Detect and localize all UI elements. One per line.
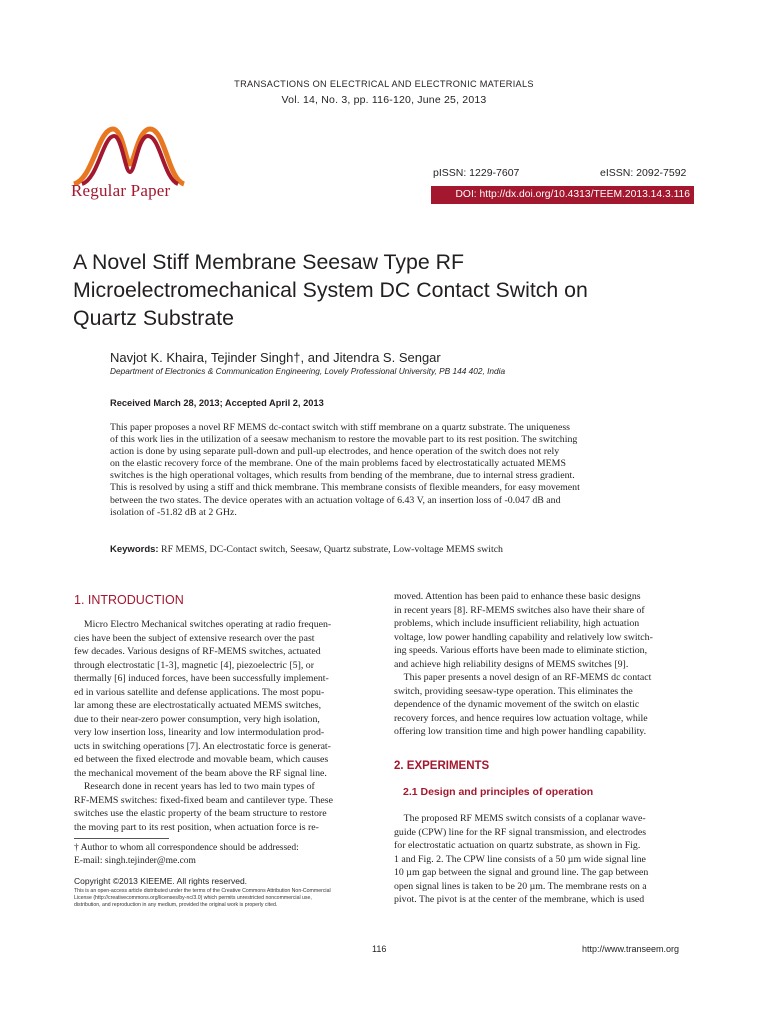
abstract-line: on the elastic recovery force of the membrane. One of the main problems faced by electrostatically actuated MEMS [110,458,566,470]
abstract-line: action is done by using separate pull-down and pull-up electrodes, and hence operation of the switch does not rely [110,446,560,458]
text-line: RF-MEMS switches: fixed-fixed beam and cantilever type. These [74,794,333,806]
journal-name: TRANSACTIONS ON ELECTRICAL AND ELECTRONIC MATERIALS [234,79,534,89]
abstract-line: of this work lies in the utilization of a seesaw mechanism to restore the movable part to its rest position. The switching [110,434,578,446]
authors: Navjot K. Khaira, Tejinder Singh†, and Jitendra S. Sengar [110,350,441,365]
text-line: switches use the elastic property of the beam structure to restore [74,808,327,819]
text-line: ing speeds. Various efforts have been made to eliminate stiction, [394,645,648,656]
title-line: A Novel Stiff Membrane Seesaw Type RF [73,250,465,274]
page-number: 116 [372,944,387,954]
text-line: the moving part to its rest position, when actuation force is re- [74,821,319,833]
text-line: very low insertion loss, linearity and low intermodulation prod- [74,727,325,738]
intro-text [74,618,372,834]
eissn: eISSN: 2092-7592 [600,167,687,179]
license-line: License (http://creativecommons.org/licenses/by-nc/3.0) which permits unrestricted noncommercial use, [74,895,312,901]
text-line: thermally [6] induced forces, have been successfully implement- [74,673,329,684]
text-line: few decades. Various designs of RF-MEMS switches, actuated [74,646,321,657]
text-line: moved. Attention has been paid to enhance these basic designs [394,591,641,602]
text-line: 1 and Fig. 2. The CPW line consists of a 50 µm wide signal line [394,853,646,865]
subsection-heading-design: 2.1 Design and principles of operation [403,786,594,798]
intro-text-continued [394,590,692,739]
affiliation: Department of Electronics & Communication Engineering, Lovely Professional University, PB 144 402, India [110,366,506,376]
text-line: This paper presents a novel design of an RF-MEMS dc contact [394,672,652,683]
pissn: pISSN: 1229-7607 [433,167,520,179]
text-line: due to their near-zero power consumption, very high isolation, [74,713,320,725]
text-line: in recent years [8]. RF-MEMS switches also have their share of [394,604,645,616]
text-line: Micro Electro Mechanical switches operating at radio frequen- [74,619,332,630]
text-line: ed in various satellite and defense applications. The most popu- [74,686,325,698]
text-line: recovery forces, and hence requires low actuation voltage, while [394,712,648,724]
keywords-label: Keywords: [110,544,159,555]
text-line: offering low transition time and high power handling capability. [394,726,647,737]
logo-text: Regular Paper [71,181,171,200]
text-line: open signal lines is taken to be 20 µm. The membrane rests on a [394,880,647,892]
keywords-list: RF MEMS, DC-Contact switch, Seesaw, Quartz substrate, Low-voltage MEMS switch [158,544,503,555]
text-line: switch, providing seesaw-type operation. This eliminates the [394,685,633,697]
title-line: Microelectromechanical System DC Contact Switch on [73,278,588,302]
text-line: lar among these are electrostatically actuated MEMS switches, [74,700,322,711]
license-line: This is an open-access article distributed under the terms of the Creative Commons Attribution Non-Commercial [74,888,331,894]
text-line: Research done in recent years has led to two main types of [74,781,315,792]
doi-link[interactable]: DOI: http://dx.doi.org/10.4313/TEEM.2013.14.3.116 [431,186,694,204]
abstract-line: This paper proposes a novel RF MEMS dc-contact switch with stiff membrane on a quartz substrate. The uniqueness [110,422,571,433]
footnote-email: E-mail: singh.tejinder@me.com [74,856,196,866]
section-heading-experiments: 2. EXPERIMENTS [394,760,490,772]
license-text [74,888,374,909]
text-line: for electrostatic actuation on quartz substrate, as shown in Fig. [394,840,641,851]
footnote-author: † Author to whom all correspondence should be addressed: [74,843,299,853]
abstract-line: between the two states. The device operates with an actuation voltage of 6.43 V, an insertion loss of -0.047 dB and [110,494,561,506]
abstract-line: switches is the high operational voltages, which results from bending of the membrane, due to internal stress gradient. [110,470,575,482]
keywords [110,544,503,555]
website-link[interactable]: http://www.transeem.org [582,944,680,954]
volume-info: Vol. 14, No. 3, pp. 116-120, June 25, 2013 [281,94,487,106]
text-line: voltage, low power handling capability and relatively low switch- [394,631,653,643]
paper-title [73,248,713,332]
title-line: Quartz Substrate [73,306,234,330]
text-line: ed between the fixed electrode and movable beam, which causes [74,754,329,765]
text-line: and achieve high reliability designs of MEMS switches [9]. [394,658,629,670]
copyright: Copyright ©2013 KIEEME. All rights reserved. [74,876,248,886]
section-heading-introduction: 1. INTRODUCTION [74,593,184,607]
text-line: dependence of the dynamic movement of the switch on elastic [394,699,640,710]
abstract-line: isolation of -51.82 dB at 2 GHz. [110,506,237,518]
abstract [110,422,662,519]
abstract-line: This is resolved by using a stiff and thick membrane. This membrane consists of flexible meanders, for easy movement [110,482,580,494]
license-line: distribution, and reproduction in any medium, provided the original work is properly cited. [74,902,278,908]
text-line: The proposed RF MEMS switch consists of a coplanar wave- [394,813,646,824]
text-line: pivot. The pivot is at the center of the membrane, which is used [394,894,645,905]
text-line: the mechanical movement of the beam above the RF signal line. [74,767,327,779]
text-line: problems, which include insufficient reliability, high actuation [394,618,640,629]
footnote [74,842,299,868]
text-line: guide (CPW) line for the RF signal transmission, and electrodes [394,826,647,838]
text-line: ucts in switching operations [7]. An electrostatic force is generat- [74,740,331,752]
text-line: 10 µm gap between the signal and ground line. The gap between [394,867,649,878]
received-date: Received March 28, 2013; Accepted April 2, 2013 [110,398,324,408]
text-line: cies have been the subject of extensive research over the past [74,632,315,644]
experiments-text [394,812,692,907]
text-line: through electrostatic [1-3], magnetic [4], piezoelectric [5], or [74,659,314,671]
footnote-divider [74,838,169,839]
